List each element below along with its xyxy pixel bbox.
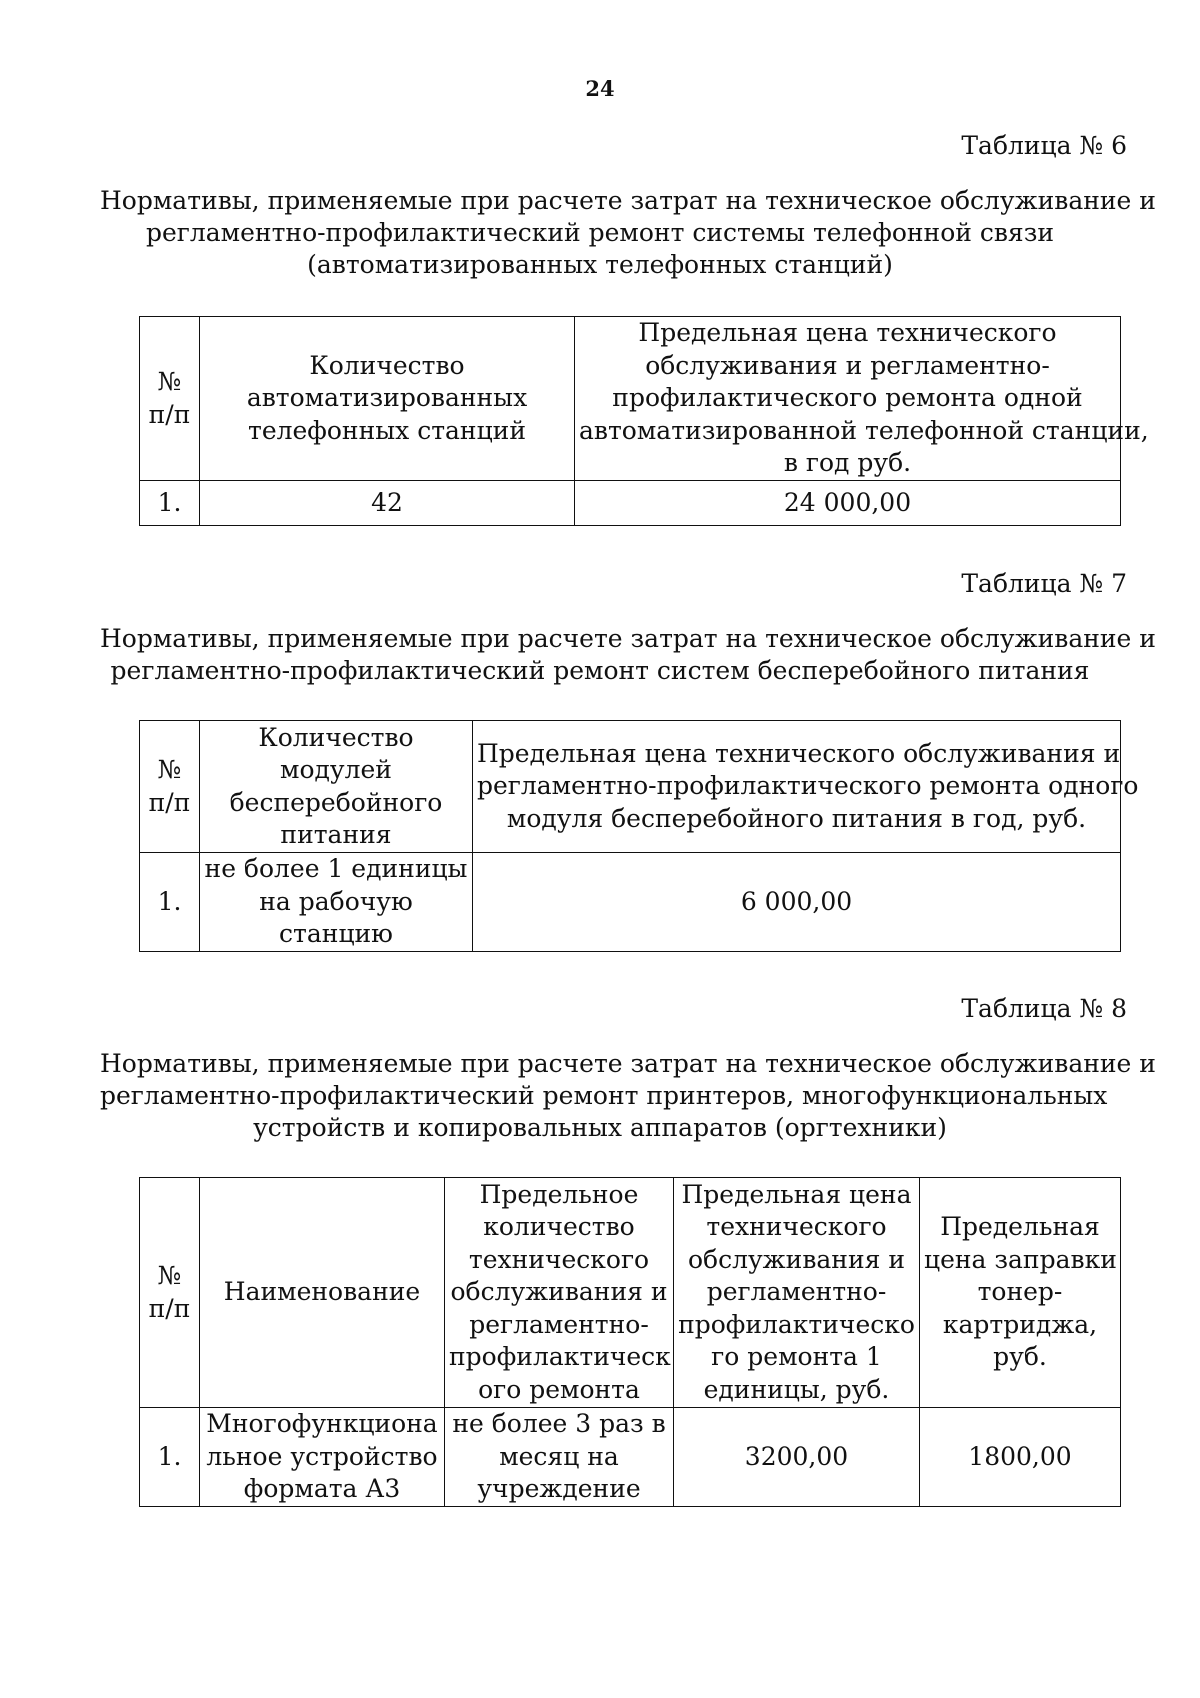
cell-line: количество xyxy=(483,1212,635,1242)
title-line: регламентно-профилактический ремонт систем бесперебойного питания xyxy=(110,656,1090,685)
table-row xyxy=(140,1408,1121,1507)
cell-line: № xyxy=(157,755,182,784)
cell-line: Многофункциона xyxy=(206,1409,438,1439)
title-line: (автоматизированных телефонных станций) xyxy=(307,250,893,279)
cell-line: 1. xyxy=(157,886,182,916)
cell-line: тонер- xyxy=(977,1277,1063,1307)
title-line: устройств и копировальных аппаратов (оргтехники) xyxy=(253,1113,947,1142)
cell-line: 3200,00 xyxy=(744,1441,849,1471)
cell-line: льное устройство xyxy=(206,1441,438,1471)
cell-line: Предельная цена технического xyxy=(638,318,1057,348)
header-cell-quantity xyxy=(200,721,473,853)
cell-line: 6 000,00 xyxy=(740,886,853,916)
table-header-row xyxy=(140,1178,1121,1408)
cell-line: 24 000,00 xyxy=(783,487,912,517)
cell-quantity xyxy=(200,481,575,526)
cell-line: регламентно-профилактического ремонта одного xyxy=(477,771,1139,801)
table-7-label: Таблица № 7 xyxy=(961,569,1127,598)
cell-number xyxy=(140,481,200,526)
header-cell-price xyxy=(575,317,1149,481)
cell-line: автоматизированных xyxy=(246,383,528,413)
header-cell-service-price xyxy=(674,1178,920,1408)
cell-line: в год руб. xyxy=(783,448,912,478)
cell-line: автоматизированной телефонной станции, xyxy=(579,415,1149,445)
cell-line: формата А3 xyxy=(243,1474,401,1504)
cell-line: не более 1 единицы xyxy=(204,854,468,884)
page-number: 24 xyxy=(585,76,615,101)
cell-line: 42 xyxy=(371,487,403,517)
cell-line: № xyxy=(157,1261,182,1290)
cell-line: го ремонта 1 xyxy=(711,1342,882,1372)
table-8-label: Таблица № 8 xyxy=(961,994,1127,1023)
cell-line: телефонных станций xyxy=(248,415,526,445)
cell-line: 1800,00 xyxy=(968,1441,1072,1471)
cell-line: обслуживания и регламентно- xyxy=(645,350,1050,380)
table-8 xyxy=(139,1177,1121,1507)
cell-line: цена заправки xyxy=(924,1244,1117,1274)
table-row xyxy=(140,481,1121,526)
cell-line: технического xyxy=(468,1244,650,1274)
cell-line: станцию xyxy=(279,919,393,949)
title-line: регламентно-профилактический ремонт принтеров, многофункциональных xyxy=(100,1081,1108,1110)
title-line: Нормативы, применяемые при расчете затрат на техническое обслуживание и xyxy=(100,186,1156,215)
cell-line: обслуживания и xyxy=(687,1244,906,1274)
cell-line: картриджа, xyxy=(942,1309,1098,1339)
cell-line: учреждение xyxy=(477,1474,641,1504)
cell-refill-price xyxy=(920,1408,1121,1507)
cell-line: Количество xyxy=(309,350,465,380)
cell-line: модуля бесперебойного питания в год, руб. xyxy=(506,803,1087,833)
cell-price xyxy=(575,481,1121,526)
cell-line: № xyxy=(157,367,182,396)
cell-line: на рабочую xyxy=(259,886,413,916)
cell-line: профилактическо xyxy=(678,1309,915,1339)
table-row xyxy=(140,853,1121,952)
title-line: Нормативы, применяемые при расчете затрат на техническое обслуживание и xyxy=(100,624,1156,653)
title-line: регламентно-профилактический ремонт системы телефонной связи xyxy=(145,218,1055,247)
table-6 xyxy=(139,316,1149,526)
table-8-title xyxy=(100,1048,1156,1144)
cell-service-price xyxy=(674,1408,920,1507)
header-cell-max-count xyxy=(445,1178,674,1408)
cell-line: не более 3 раз в xyxy=(452,1409,666,1439)
cell-line: 1. xyxy=(157,487,182,517)
cell-line: Предельная цена технического обслуживания и xyxy=(477,738,1121,768)
cell-line: п/п xyxy=(148,787,191,817)
header-cell-number xyxy=(140,721,200,853)
cell-line: Предельная цена xyxy=(681,1179,912,1209)
cell-quantity xyxy=(200,853,473,952)
cell-line: профилактического ремонта одной xyxy=(612,383,1083,413)
table-6-title xyxy=(100,185,1156,281)
cell-number xyxy=(140,1408,200,1507)
cell-line: Предельная xyxy=(940,1212,1100,1242)
cell-line: регламентно- xyxy=(469,1309,649,1339)
header-cell-number xyxy=(140,317,200,481)
table-header-row xyxy=(140,317,1121,481)
cell-line: обслуживания и xyxy=(450,1277,668,1307)
table-7-title xyxy=(100,623,1156,687)
cell-line: п/п xyxy=(148,399,191,429)
cell-line: технического xyxy=(706,1212,887,1242)
cell-line: регламентно- xyxy=(706,1277,887,1307)
cell-line: Предельное xyxy=(479,1179,639,1209)
title-line: Нормативы, применяемые при расчете затрат на техническое обслуживание и xyxy=(100,1049,1156,1078)
cell-line: руб. xyxy=(993,1342,1047,1372)
cell-line: питания xyxy=(280,820,392,849)
header-cell-name xyxy=(200,1178,445,1408)
cell-number xyxy=(140,853,200,952)
cell-line: Количество xyxy=(258,722,414,752)
table-header-row xyxy=(140,721,1121,853)
cell-line: ого ремонта xyxy=(478,1374,640,1404)
cell-name xyxy=(200,1408,445,1507)
header-cell-quantity xyxy=(200,317,575,481)
cell-line: 1. xyxy=(157,1441,182,1471)
cell-line: бесперебойного xyxy=(229,787,443,817)
table-7 xyxy=(139,720,1139,952)
header-cell-refill-price xyxy=(920,1178,1121,1408)
table-6-label: Таблица № 6 xyxy=(961,131,1127,160)
header-cell-number xyxy=(140,1178,200,1408)
cell-line: единицы, руб. xyxy=(703,1374,890,1404)
cell-line: п/п xyxy=(148,1293,191,1323)
cell-price xyxy=(473,853,1121,952)
cell-line: модулей xyxy=(280,755,392,784)
cell-max-count xyxy=(445,1408,674,1507)
cell-line: месяц на xyxy=(499,1441,619,1471)
cell-line: профилактическ xyxy=(449,1342,671,1372)
cell-line: Наименование xyxy=(223,1277,421,1307)
header-cell-price xyxy=(473,721,1139,853)
